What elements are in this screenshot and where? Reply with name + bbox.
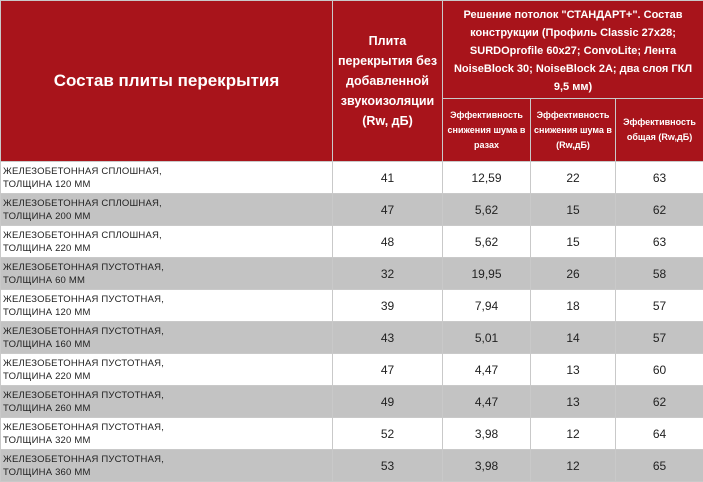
slab-name-cell <box>1 386 333 418</box>
eff-times-cell: 4,47 <box>443 386 531 418</box>
slab-name-cell <box>1 194 333 226</box>
eff-total-cell: 57 <box>616 290 703 322</box>
plate-rw-cell: 49 <box>333 386 443 418</box>
table-row <box>1 354 703 386</box>
plate-rw-cell: 39 <box>333 290 443 322</box>
slab-thickness: ТОЛЩИНА 200 ММ <box>3 210 330 223</box>
eff-total-cell: 62 <box>616 194 703 226</box>
slab-type: ЖЕЛЕЗОБЕТОННАЯ ПУСТОТНАЯ, <box>3 453 330 466</box>
slab-name-cell <box>1 450 333 482</box>
eff-times-cell: 19,95 <box>443 258 531 290</box>
table-row <box>1 290 703 322</box>
slab-thickness: ТОЛЩИНА 160 ММ <box>3 338 330 351</box>
eff-total-cell: 64 <box>616 418 703 450</box>
eff-total-cell: 63 <box>616 162 703 194</box>
table-row <box>1 322 703 354</box>
plate-rw-cell: 47 <box>333 354 443 386</box>
slab-type: ЖЕЛЕЗОБЕТОННАЯ ПУСТОТНАЯ, <box>3 389 330 402</box>
slab-name-cell <box>1 162 333 194</box>
composition-header: Состав плиты перекрытия <box>1 1 333 162</box>
solution-header: Решение потолок "СТАНДАРТ+". Состав конструкции (Профиль Classic 27x28; SURDOprofile 60x27; ConvoLite; Лента NoiseBlock 30; NoiseBlock 2A; два слоя ГКЛ 9,5 мм) <box>443 1 703 99</box>
slab-type: ЖЕЛЕЗОБЕТОННАЯ ПУСТОТНАЯ, <box>3 325 330 338</box>
eff-times-cell: 4,47 <box>443 354 531 386</box>
slab-thickness: ТОЛЩИНА 360 ММ <box>3 466 330 479</box>
eff-times-cell: 3,98 <box>443 418 531 450</box>
slab-thickness: ТОЛЩИНА 60 ММ <box>3 274 330 287</box>
eff-rw-cell: 15 <box>531 194 616 226</box>
eff-rw-cell: 14 <box>531 322 616 354</box>
eff-times-cell: 7,94 <box>443 290 531 322</box>
eff-total-cell: 62 <box>616 386 703 418</box>
table-row <box>1 194 703 226</box>
eff-rw-cell: 12 <box>531 450 616 482</box>
plate-rw-cell: 52 <box>333 418 443 450</box>
table-row <box>1 162 703 194</box>
eff-rw-cell: 13 <box>531 386 616 418</box>
slab-type: ЖЕЛЕЗОБЕТОННАЯ ПУСТОТНАЯ, <box>3 261 330 274</box>
slab-name-cell <box>1 322 333 354</box>
table-row <box>1 418 703 450</box>
slab-type: ЖЕЛЕЗОБЕТОННАЯ СПЛОШНАЯ, <box>3 165 330 178</box>
table-row <box>1 386 703 418</box>
slab-thickness: ТОЛЩИНА 260 ММ <box>3 402 330 415</box>
eff-times-header: Эффективность снижения шума в разах <box>443 99 531 162</box>
plate-rw-cell: 43 <box>333 322 443 354</box>
eff-rw-cell: 18 <box>531 290 616 322</box>
eff-rw-cell: 26 <box>531 258 616 290</box>
eff-total-cell: 60 <box>616 354 703 386</box>
eff-times-cell: 5,62 <box>443 226 531 258</box>
slab-name-cell <box>1 418 333 450</box>
eff-total-cell: 63 <box>616 226 703 258</box>
eff-rw-cell: 12 <box>531 418 616 450</box>
slab-type: ЖЕЛЕЗОБЕТОННАЯ ПУСТОТНАЯ, <box>3 421 330 434</box>
slab-thickness: ТОЛЩИНА 220 ММ <box>3 370 330 383</box>
eff-total-cell: 65 <box>616 450 703 482</box>
plate-rw-cell: 53 <box>333 450 443 482</box>
eff-rw-header: Эффективность снижения шума в (Rw,дБ) <box>531 99 616 162</box>
slab-type: ЖЕЛЕЗОБЕТОННАЯ ПУСТОТНАЯ, <box>3 293 330 306</box>
slab-name-cell <box>1 226 333 258</box>
table-row <box>1 226 703 258</box>
slab-type: ЖЕЛЕЗОБЕТОННАЯ СПЛОШНАЯ, <box>3 229 330 242</box>
slab-thickness: ТОЛЩИНА 120 ММ <box>3 306 330 319</box>
plate-rw-cell: 41 <box>333 162 443 194</box>
plate-rw-cell: 48 <box>333 226 443 258</box>
table-row <box>1 258 703 290</box>
slab-name-cell <box>1 354 333 386</box>
eff-total-cell: 58 <box>616 258 703 290</box>
eff-times-cell: 5,01 <box>443 322 531 354</box>
slab-thickness: ТОЛЩИНА 320 ММ <box>3 434 330 447</box>
eff-times-cell: 3,98 <box>443 450 531 482</box>
eff-rw-cell: 15 <box>531 226 616 258</box>
plate-rw-header: Плита перекрытия без добавленной звукоизоляции (Rw, дБ) <box>333 1 443 162</box>
slab-name-cell <box>1 258 333 290</box>
eff-total-header: Эффективность общая (Rw,дБ) <box>616 99 703 162</box>
slab-type: ЖЕЛЕЗОБЕТОННАЯ СПЛОШНАЯ, <box>3 197 330 210</box>
eff-total-cell: 57 <box>616 322 703 354</box>
slab-thickness: ТОЛЩИНА 120 ММ <box>3 178 330 191</box>
slab-name-cell <box>1 290 333 322</box>
plate-rw-cell: 32 <box>333 258 443 290</box>
slab-type: ЖЕЛЕЗОБЕТОННАЯ ПУСТОТНАЯ, <box>3 357 330 370</box>
eff-rw-cell: 22 <box>531 162 616 194</box>
plate-rw-cell: 47 <box>333 194 443 226</box>
table-row <box>1 450 703 482</box>
eff-times-cell: 5,62 <box>443 194 531 226</box>
slab-thickness: ТОЛЩИНА 220 ММ <box>3 242 330 255</box>
eff-rw-cell: 13 <box>531 354 616 386</box>
eff-times-cell: 12,59 <box>443 162 531 194</box>
